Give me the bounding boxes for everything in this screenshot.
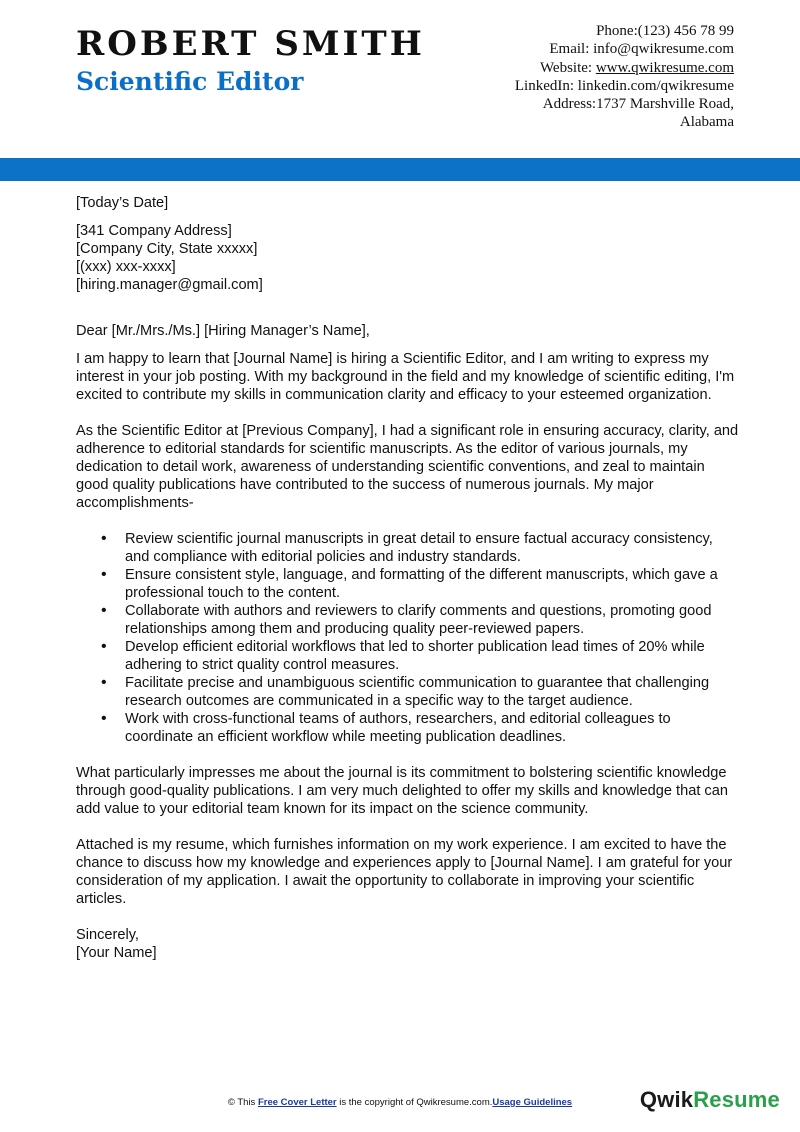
paragraph: Attached is my resume, which furnishes information on my work experience. I am excited to have the chance to discuss how my knowledge and experiences apply to [Journal Name]. I am grateful for your consideration of my application. I await the opportunity to collaborate in improving your scientific articles.	[76, 837, 733, 907]
recipient-city-state: [Company City, State xxxxx]	[76, 241, 258, 257]
paragraph: What particularly impresses me about the journal is its commitment to bolstering scientific knowledge through good-quality publications. I am very much delighted to offer my skills and knowledge that can add value to your editorial team known for its impact on the science community.	[76, 765, 728, 817]
footer-prefix: This	[234, 1097, 258, 1108]
contact-address-line1: Address:1737 Marshville Road,	[542, 96, 734, 113]
paragraph: As the Scientific Editor at [Previous Company], I had a significant role in ensuring accuracy, clarity, and adherence to editorial standards for scientific manuscripts. As the editor of various journals, my dedication to detail work, awareness of understanding scientific conventions, and zeal to maintain good quality publications have contributed to the success of numerous journals. My major accomplishments-	[76, 423, 739, 511]
contact-website	[434, 59, 734, 77]
job-title: Scientific Editor	[76, 67, 304, 96]
signoff: Sincerely,	[76, 927, 139, 943]
header-divider-band	[0, 158, 800, 181]
logo-part-resume: Resume	[693, 1087, 780, 1112]
website-label: Website:	[539, 59, 596, 76]
recipient-phone: [(xxx) xxx-xxxx]	[76, 259, 176, 275]
contact-email: Email: info@qwikresume.com	[549, 41, 734, 58]
free-cover-letter-link[interactable]: Free Cover Letter	[257, 1097, 337, 1108]
logo-part-qwik: Qwik	[639, 1087, 694, 1112]
usage-guidelines-link[interactable]: Usage Guidelines	[492, 1097, 573, 1108]
signature-name: [Your Name]	[76, 945, 157, 961]
accomplishments-list	[76, 530, 740, 746]
paragraph: I am happy to learn that [Journal Name] is hiring a Scientific Editor, and I am writing to express my interest in your job posting. With my background in the field and my knowledge of scientific editing, I'm excited to contribute my skills in communication clarity and efficacy to your esteemed organization.	[76, 351, 735, 403]
list-item: • Collaborate with authors and reviewers to clarify comments and questions, promoting good relationships among them and producing quality peer-reviewed papers.	[125, 602, 740, 638]
applicant-name: ROBERT SMITH	[76, 24, 425, 64]
contact-address-line2: Alabama	[679, 114, 734, 131]
salutation: Dear [Mr./Mrs./Ms.] [Hiring Manager’s Name],	[76, 323, 370, 339]
qwikresume-logo	[640, 1087, 780, 1113]
date-line: [Today’s Date]	[76, 195, 169, 211]
list-item: • Work with cross-functional teams of authors, researchers, and editorial colleagues to coordinate an efficient workflow while meeting publication deadlines.	[125, 710, 740, 746]
list-item: • Facilitate precise and unambiguous scientific communication to guarantee that challenging research outcomes are communicated in a specific way to the target audience.	[125, 674, 740, 710]
recipient-email: [hiring.manager@gmail.com]	[76, 277, 263, 293]
list-item: • Ensure consistent style, language, and formatting of the different manuscripts, which gave a professional touch to the content.	[125, 566, 740, 602]
recipient-address: [341 Company Address]	[76, 223, 232, 239]
letter-body	[76, 194, 740, 962]
list-item: • Review scientific journal manuscripts in great detail to ensure factual accuracy consistency, and compliance with editorial policies and industry standards.	[125, 530, 740, 566]
contact-linkedin: LinkedIn: linkedin.com/qwikresume	[514, 77, 734, 94]
website-link[interactable]: www.qwikresume.com	[595, 59, 734, 76]
list-item: • Develop efficient editorial workflows that led to shorter publication lead times of 20% while adhering to strict quality control measures.	[125, 638, 740, 674]
footer-middle: is the copyright of Qwikresume.com.	[336, 1097, 493, 1108]
contact-phone: Phone:(123) 456 78 99	[596, 23, 734, 39]
contact-block	[434, 22, 734, 132]
copyright-icon: ©	[227, 1097, 235, 1108]
